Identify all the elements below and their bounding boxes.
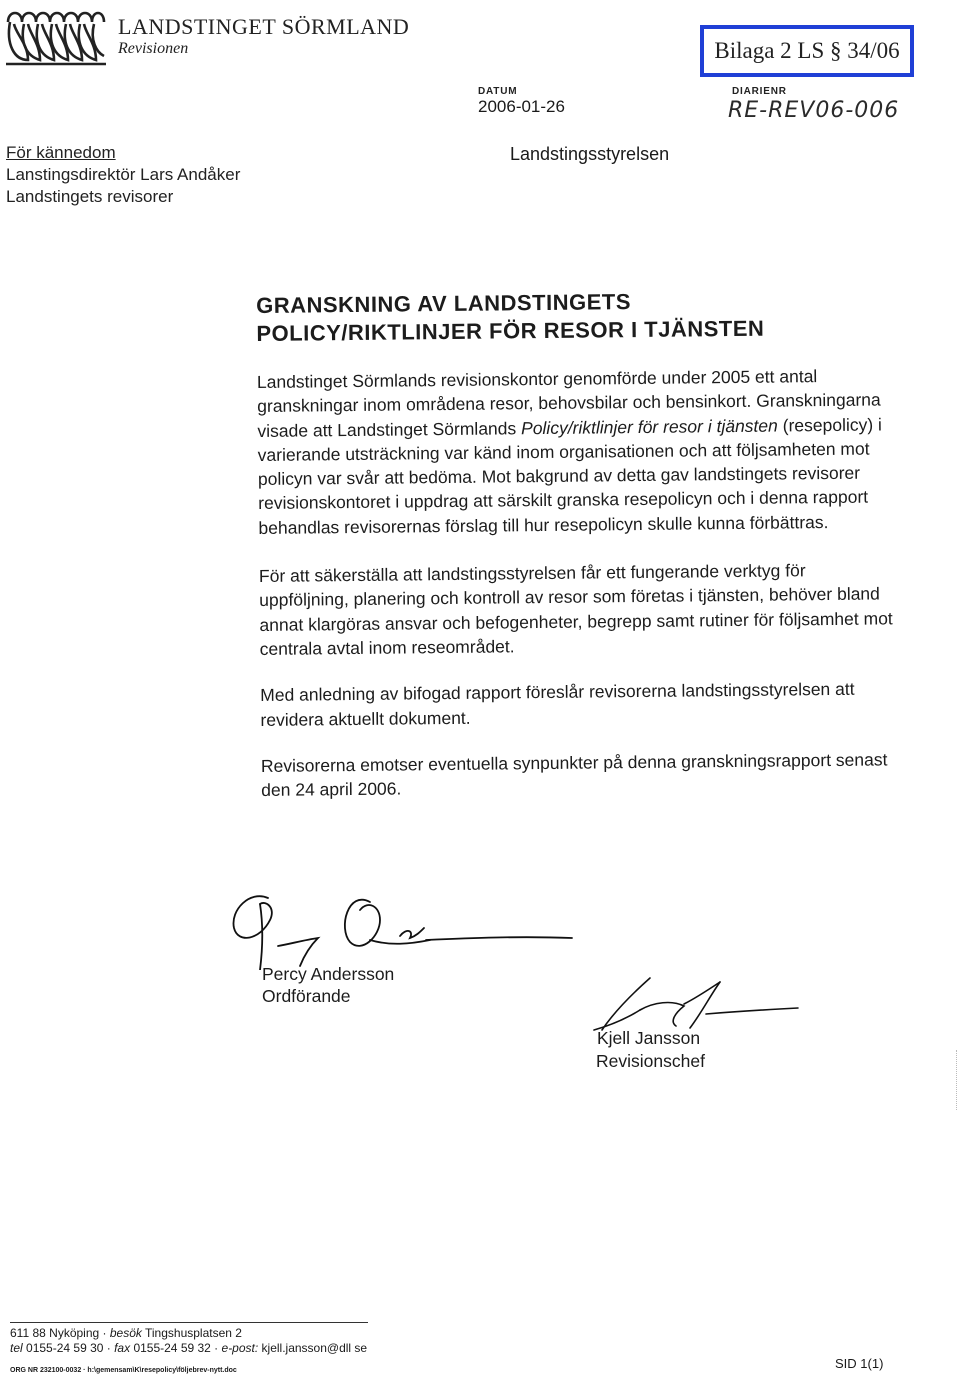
letter-body xyxy=(256,285,901,802)
recipient-heading: För kännedom xyxy=(6,143,116,162)
signatory-role: Revisionschef xyxy=(596,1051,705,1071)
signature-percy-andersson xyxy=(220,880,600,970)
page-number: SID 1(1) xyxy=(835,1356,884,1371)
recipient-line: Landstingets revisorer xyxy=(6,187,174,206)
footer-text: Tingshusplatsen 2 xyxy=(141,1326,242,1340)
footer-divider xyxy=(10,1322,368,1323)
landstinget-logo xyxy=(4,4,108,68)
signatory-name: Kjell Jansson xyxy=(597,1028,701,1048)
addressee: Landstingsstyrelsen xyxy=(510,144,670,164)
footer-text: kjell.jansson@dll se xyxy=(258,1341,368,1355)
body-paragraph: För att säkerställa att landstingsstyrelsen får ett fungerande verktyg för uppföljning, planering och kontroll av resor som företas i tjänsten, behöver bland annat klargöras ansvar och befogenheter, begrepp samt rutiner för följsamhet mot centrala avtal inom reseområdet. xyxy=(258,560,893,659)
footer-text: 0155-24 59 32 · xyxy=(130,1341,222,1355)
body-paragraph: Med anledning av bifogad rapport föreslår revisorerna landstingsstyrelsen att revidera aktuellt dokument. xyxy=(260,679,855,730)
footer-label: tel xyxy=(10,1341,23,1355)
signatory-name: Percy Andersson xyxy=(262,964,395,984)
datum-value: 2006-01-26 xyxy=(478,97,565,116)
org-subtitle: Revisionen xyxy=(118,40,189,57)
body-paragraph: Revisorerna emotser eventuella synpunkter på denna granskningsrapport senast den 24 april 2006. xyxy=(260,749,888,801)
recipient-line: Lanstingsdirektör Lars Andåker xyxy=(6,165,241,184)
paragraph-text: Landstinget Sörmlands revisionskontor genomförde under 2005 ett antal granskningar inom områdena resor, behovsbilar och bensinkort. Granskningarna visade att Landstinget Sörmlands xyxy=(256,366,881,441)
document-title: GRANSKNING AV LANDSTINGETS xyxy=(256,289,632,318)
scan-artifact xyxy=(956,1050,959,1110)
footer-address xyxy=(10,1326,242,1340)
policy-title-italic: Policy/riktlinjer för resor i tjänsten xyxy=(520,415,778,438)
footer-org-nr: ORG NR 232100-0032 · h:\gemensam\K\resepolicy\följebrev-nytt.doc xyxy=(10,1367,237,1374)
paragraph-text: (resepolicy) i varierande utsträckning var känd inom organisationen och att följsamheten mot policyn var svår att bedöma. Mot bakgrund av detta gav landstingets revisorer revisionskontoret i uppdrag att särskilt granska resepolicyn och i denna rapport behandlas revisorernas förslag till hur resepolicyn skulle kunna förbättras. xyxy=(257,414,882,538)
document-title: POLICY/RIKTLINJER FÖR RESOR I TJÄNSTEN xyxy=(256,315,765,346)
footer-label: fax xyxy=(114,1341,131,1355)
bilaga-stamp: Bilaga 2 LS § 34/06 xyxy=(700,25,914,77)
footer-text: 611 88 Nyköping · xyxy=(10,1326,110,1340)
diarienr-label: DIARIENR xyxy=(732,86,787,97)
footer-label: besök xyxy=(109,1326,142,1340)
signatory-role: Ordförande xyxy=(262,986,351,1006)
footer-text: 0155-24 59 30 · xyxy=(22,1341,115,1355)
body-paragraph xyxy=(257,363,899,540)
org-name: LANDSTINGET SÖRMLAND xyxy=(118,14,410,39)
diarienr-value: RE-REV06-006 xyxy=(728,98,900,123)
footer-label: e-post: xyxy=(221,1341,259,1355)
footer-contact xyxy=(10,1341,367,1355)
datum-label: DATUM xyxy=(478,86,518,97)
